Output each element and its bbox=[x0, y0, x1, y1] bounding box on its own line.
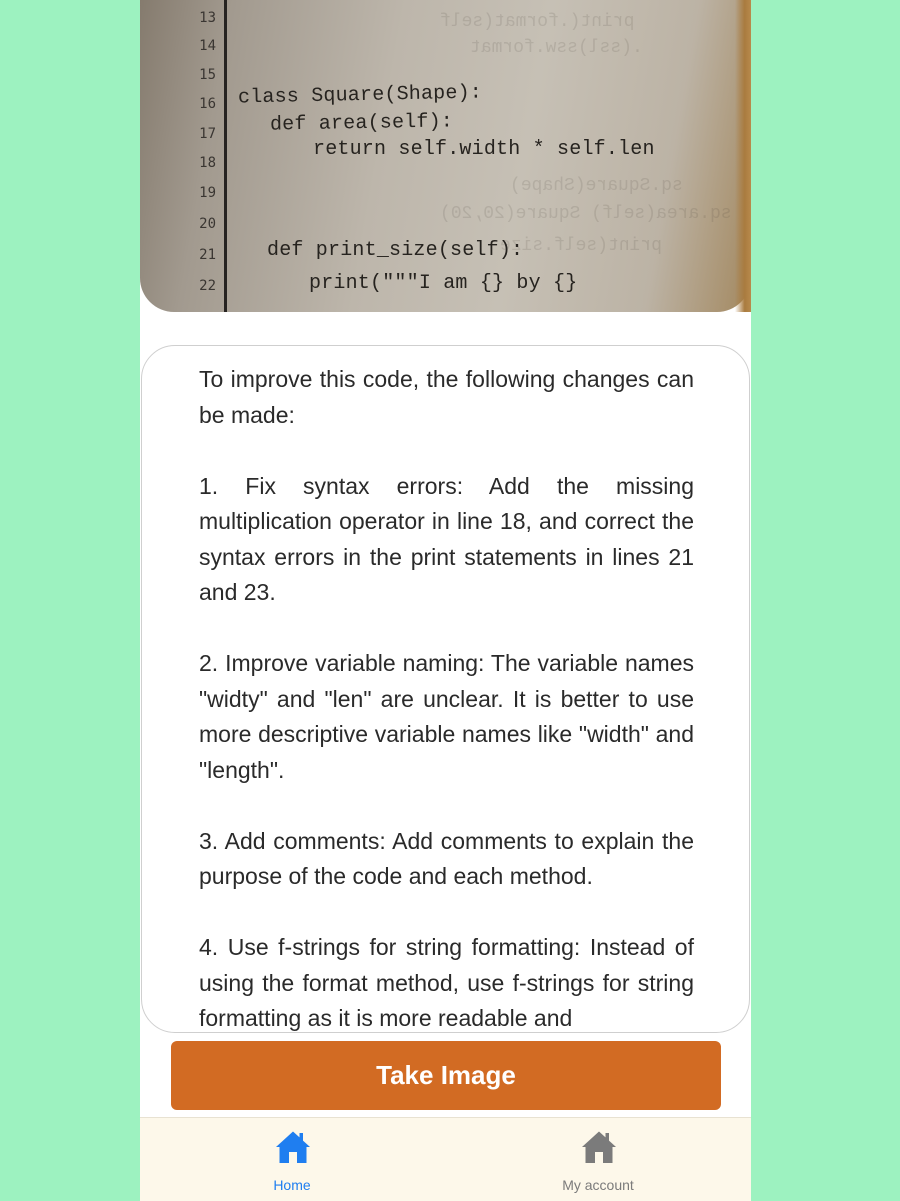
response-paragraph: To improve this code, the following changes can be made: bbox=[199, 366, 694, 428]
code-line: def area(self): bbox=[269, 110, 454, 137]
response-card[interactable] bbox=[141, 345, 750, 1033]
line-number: 21 bbox=[199, 247, 216, 263]
take-image-button[interactable]: Take Image bbox=[171, 1041, 721, 1110]
line-number: 13 bbox=[199, 10, 216, 26]
response-paragraph: 2. Improve variable naming: The variable names "widty" and "len" are unclear. It is better to use more descriptive variable names like "width" and "length". bbox=[199, 650, 694, 783]
tab-my-account[interactable] bbox=[498, 1118, 698, 1201]
code-line: return self.width * self.len bbox=[313, 138, 655, 161]
code-margin-line bbox=[224, 0, 227, 312]
page-edge bbox=[735, 0, 751, 312]
code-line: print("""I am {} by {} bbox=[309, 272, 578, 295]
code-line: class Square(Shape): bbox=[237, 81, 483, 110]
response-paragraph: 4. Use f-strings for string formatting: Instead of using the format method, use f-strings for string formatting as it is more readable and bbox=[199, 934, 694, 1031]
tab-my-account-label: My account bbox=[562, 1177, 634, 1193]
bleed-through-text: sq.Square(Shape) bbox=[510, 176, 683, 196]
response-paragraph: 3. Add comments: Add comments to explain the purpose of the code and each method. bbox=[199, 827, 694, 889]
line-number: 16 bbox=[199, 96, 216, 112]
tab-home[interactable] bbox=[192, 1118, 392, 1201]
house-icon bbox=[580, 1130, 618, 1164]
bleed-through-text: .(ssl)ssw.format bbox=[470, 38, 643, 58]
line-number: 15 bbox=[199, 67, 216, 83]
line-number: 19 bbox=[199, 185, 216, 201]
response-text bbox=[199, 362, 694, 1031]
tab-home-label: Home bbox=[273, 1177, 311, 1193]
tab-bar bbox=[140, 1117, 751, 1201]
code-line: def print_size(self): bbox=[267, 239, 524, 262]
line-number: 18 bbox=[199, 155, 216, 171]
bleed-through-text: sq.area(self) Square(20,20) bbox=[440, 204, 732, 224]
house-icon bbox=[274, 1130, 312, 1164]
line-number: 17 bbox=[199, 126, 216, 142]
line-number: 14 bbox=[199, 38, 216, 54]
response-paragraph: 1. Fix syntax errors: Add the missing multiplication operator in line 18, and correct the syntax errors in the print statements in lines 21 and 23. bbox=[199, 472, 694, 605]
bleed-through-text: print(self.size bbox=[500, 236, 663, 256]
line-number: 20 bbox=[199, 216, 216, 232]
app-screen bbox=[140, 0, 751, 1200]
captured-photo bbox=[140, 0, 751, 312]
line-number: 22 bbox=[199, 278, 216, 294]
bleed-through-text: print(.format(self bbox=[440, 12, 635, 32]
